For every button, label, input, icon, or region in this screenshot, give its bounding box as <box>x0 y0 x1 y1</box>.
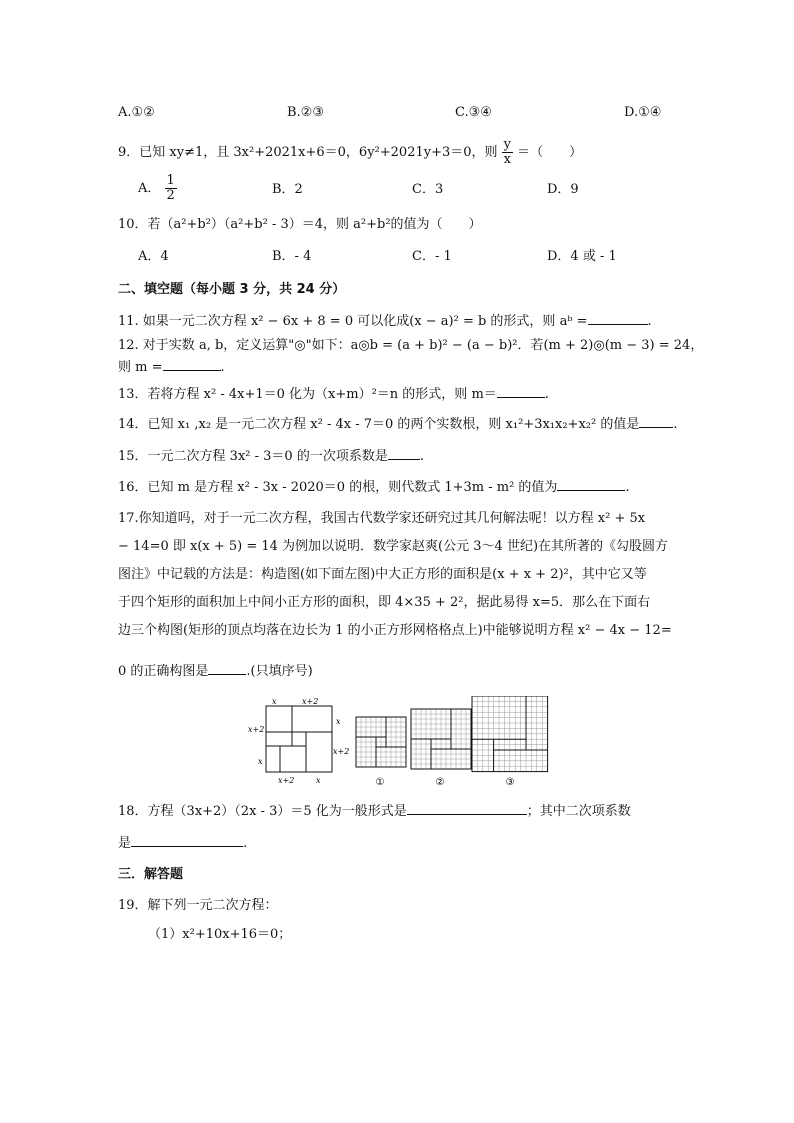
fig-label-bottom-x2: x+2 <box>278 776 295 785</box>
q9-frac-den: x <box>503 152 511 167</box>
q8-option-a: A.①② <box>118 105 155 120</box>
grid-option-1 <box>356 717 406 767</box>
q9-option-c: C．3 <box>412 182 444 197</box>
question-17-line6 <box>118 662 313 681</box>
grid-label-3: ③ <box>505 777 515 788</box>
q10-option-d: D．4 或 - 1 <box>547 249 617 264</box>
q12-answer-blank[interactable] <box>163 358 221 371</box>
q15-tail: . <box>419 449 424 464</box>
section-3-heading: 三．解答题 <box>118 867 184 882</box>
question-14 <box>118 415 677 434</box>
grid-option-2 <box>411 709 471 769</box>
q18-answer-blank-2[interactable] <box>131 834 243 847</box>
q12-text: 则 m = <box>118 360 163 375</box>
q9-option-a-den: 2 <box>166 188 175 203</box>
q14-answer-blank[interactable] <box>639 415 673 428</box>
section-2-heading: 二、填空题（每小题 3 分，共 24 分） <box>118 282 346 297</box>
q17-figure <box>244 696 554 790</box>
question-18-line2 <box>118 834 247 853</box>
question-17-line3: 图注》中记载的方法是：构造图(如下面左图)中大正方形的面积是(x + x + 2)²，其中它又等 <box>118 567 647 582</box>
question-12-line2 <box>118 358 225 377</box>
q18-mid: ；其中二次项系数 <box>526 804 631 819</box>
question-10: 10．若（a²+b²）（a²+b² - 3）＝4，则 a²+b²的值为（ ） <box>118 217 482 232</box>
fig-label-left-x2: x+2 <box>248 725 265 734</box>
question-17-line1: 17.你知道吗，对于一元二次方程，我国古代数学家还研究过其几何解法呢！以方程 x² + 5x <box>118 511 646 526</box>
q9-text-after: ＝（ ） <box>517 145 583 160</box>
q14-tail: . <box>673 417 678 432</box>
q9-fraction <box>502 138 513 167</box>
q17-tail: .(只填序号) <box>246 664 313 679</box>
question-17-line4: 于四个矩形的面积加上中间小正方形的面积，即 4×35 + 2²，据此易得 x=5．那么在下面右 <box>118 595 651 610</box>
q11-answer-blank[interactable] <box>588 312 648 325</box>
q12-tail: . <box>220 360 225 375</box>
question-17-line5: 边三个构图(矩形的顶点均落在边长为 1 的小正方形网格格点上)中能够说明方程 x² − 4x − 12= <box>118 623 672 638</box>
q11-tail: . <box>647 314 652 329</box>
q18-text: 18．方程（3x+2）（2x - 3）＝5 化为一般形式是 <box>118 804 407 819</box>
fig-label-bottom-x: x <box>316 776 321 785</box>
q10-option-c: C．- 1 <box>412 249 452 264</box>
q13-answer-blank[interactable] <box>497 385 545 398</box>
question-9 <box>118 138 582 167</box>
grid-label-1: ① <box>375 777 385 788</box>
q16-answer-blank[interactable] <box>557 478 625 491</box>
q9-option-b: B．2 <box>272 182 303 197</box>
q13-text: 13．若将方程 x² - 4x+1＝0 化为（x+m）²＝n 的形式，则 m＝ <box>118 387 497 402</box>
fig-label-top-x2: x+2 <box>302 697 319 706</box>
q16-tail: . <box>625 480 630 495</box>
grid-label-2: ② <box>435 777 445 788</box>
question-19: 19．解下列一元二次方程： <box>118 898 278 913</box>
fig-label-right-x2: x+2 <box>333 747 350 756</box>
q9-option-a-label: A． <box>138 181 161 196</box>
q8-option-d: D.①④ <box>624 105 662 120</box>
q13-tail: . <box>544 387 549 402</box>
fig-label-right-x: x <box>336 717 341 726</box>
question-17-line2: − 14=0 即 x(x + 5) = 14 为例加以说明．数学家赵爽(公元 3～4 世纪)在其所著的《勾股圆方 <box>118 539 669 554</box>
question-18-line1 <box>118 802 631 821</box>
q17-answer-blank[interactable] <box>208 662 246 675</box>
zhao-shuang-square-diagram <box>266 706 332 772</box>
question-12-line1: 12. 对于实数 a, b，定义运算"◎"如下：a◎b = (a + b)² − (a − b)²．若(m + 2)◎(m − 3) = 24， <box>118 338 704 353</box>
q11-text: 11. 如果一元二次方程 x² − 6x + 8 = 0 可以化成(x − a)² = b 的形式，则 aᵇ = <box>118 314 588 329</box>
q9-option-a-fraction <box>165 174 177 203</box>
q9-option-d: D．9 <box>547 182 579 197</box>
q9-option-a-num: 1 <box>166 173 175 188</box>
q9-frac-num: y <box>503 137 512 152</box>
fig-label-left-x: x <box>258 757 263 766</box>
question-13 <box>118 385 549 404</box>
grid-option-3 <box>472 696 548 772</box>
q18-line2: 是 <box>118 836 132 851</box>
q14-text: 14．已知 x₁ ,x₂ 是一元二次方程 x² - 4x - 7＝0 的两个实数根，则 x₁²+3x₁x₂+x₂² 的值是 <box>118 417 640 432</box>
q15-text: 15．一元二次方程 3x² - 3＝0 的一次项系数是 <box>118 449 388 464</box>
q9-option-a <box>138 174 177 203</box>
q15-answer-blank[interactable] <box>388 447 420 460</box>
question-16 <box>118 478 630 497</box>
question-15 <box>118 447 424 466</box>
question-19-part-1: （1）x²+10x+16＝0； <box>148 927 292 942</box>
question-11 <box>118 312 652 331</box>
q16-text: 16．已知 m 是方程 x² - 3x - 2020＝0 的根，则代数式 1+3m - m² 的值为 <box>118 480 558 495</box>
q8-option-b: B.②③ <box>287 105 324 120</box>
q17-text: 0 的正确构图是 <box>118 664 209 679</box>
q18-answer-blank-1[interactable] <box>407 802 527 815</box>
q18-tail: . <box>243 836 248 851</box>
q8-option-c: C.③④ <box>455 105 492 120</box>
fig-label-top-x: x <box>272 697 277 706</box>
q10-option-b: B．- 4 <box>272 249 312 264</box>
q9-text: 9．已知 xy≠1，且 3x²+2021x+6＝0，6y²+2021y+3＝0，则 <box>118 145 498 160</box>
q10-option-a: A．4 <box>138 249 169 264</box>
